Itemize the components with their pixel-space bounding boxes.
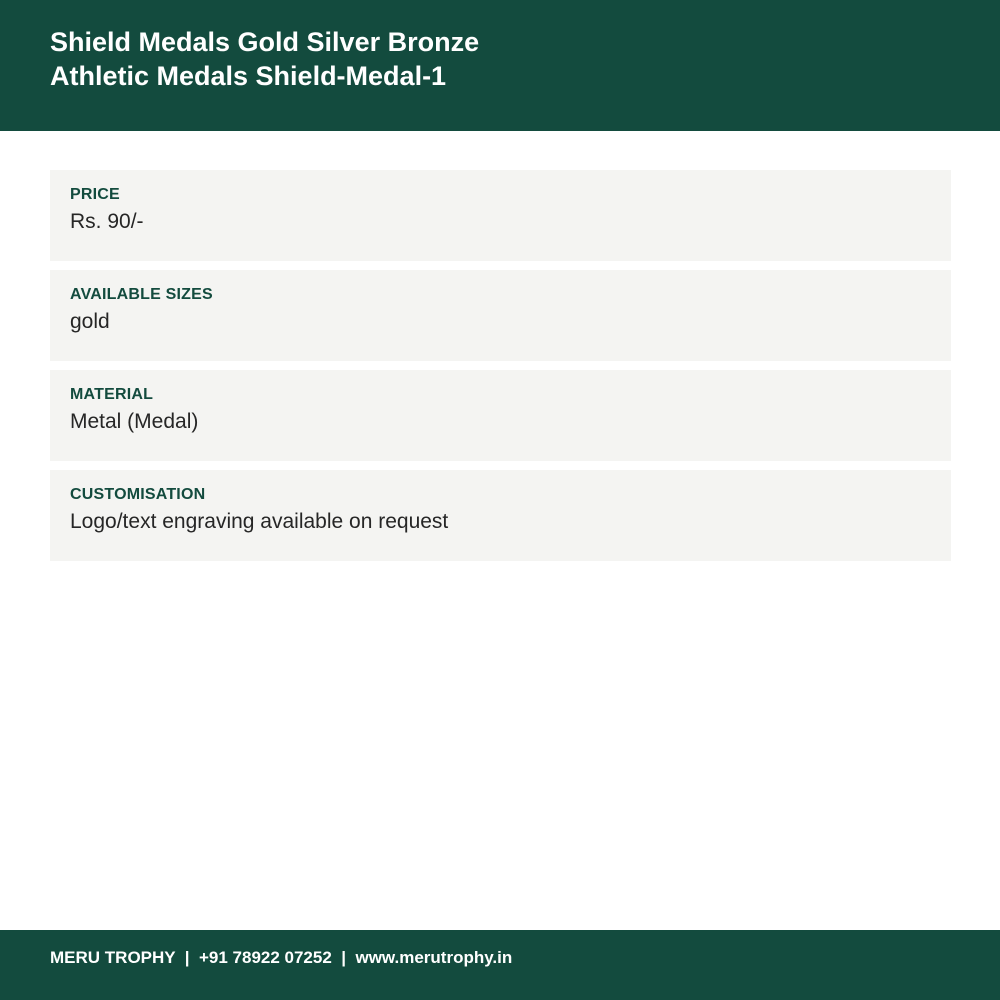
- price-card: [50, 170, 951, 261]
- customisation-card: [50, 470, 951, 561]
- footer-phone: +91 78922 07252: [198, 948, 332, 967]
- material-card: [50, 370, 951, 461]
- available-sizes-value: gold: [70, 310, 110, 333]
- page-header: [0, 0, 1000, 131]
- available-sizes-label: AVAILABLE SIZES: [70, 286, 213, 303]
- footer-website: www.merutrophy.in: [355, 948, 513, 967]
- material-value: Metal (Medal): [70, 410, 199, 433]
- footer-contact-line: [50, 948, 512, 968]
- customisation-value: Logo/text engraving available on request: [70, 510, 449, 533]
- price-value: Rs. 90/-: [70, 210, 144, 233]
- product-title: Shield Medals Gold Silver Bronze Athletic Medals Shield-Medal-1: [50, 27, 480, 91]
- customisation-label: CUSTOMISATION: [70, 486, 206, 503]
- material-label: MATERIAL: [70, 386, 154, 403]
- footer-brand: MERU TROPHY: [50, 948, 176, 967]
- page-footer: [0, 930, 1000, 1000]
- footer-separator-1: |: [175, 948, 199, 967]
- available-sizes-card: [50, 270, 951, 361]
- footer-separator-2: |: [331, 948, 356, 967]
- price-label: PRICE: [70, 186, 120, 203]
- product-details: [50, 170, 951, 570]
